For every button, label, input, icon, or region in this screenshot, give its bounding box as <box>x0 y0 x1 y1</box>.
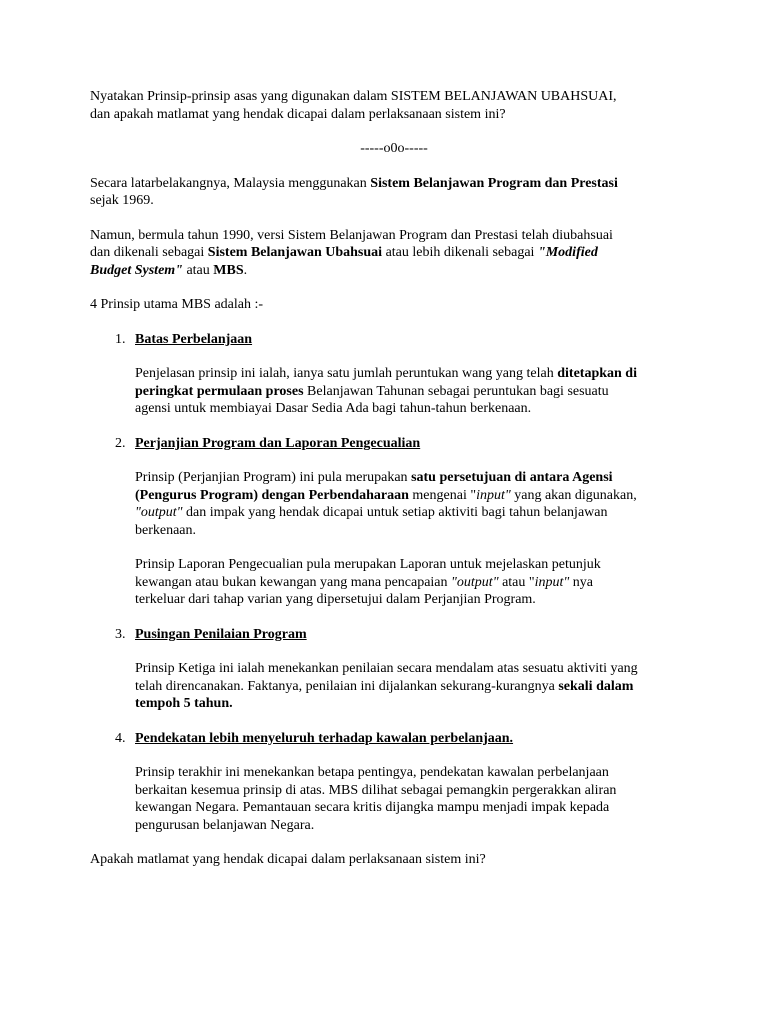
section-number: 1. <box>115 331 126 347</box>
text-span: kewangan Negara. Pemantauan secara kritis dijangka mampu menjadi impak kepada <box>135 800 610 815</box>
section-1-heading <box>115 331 698 349</box>
separator: -----o0o----- <box>360 141 428 156</box>
italic-text: "output" <box>451 574 499 590</box>
text-span: dan dikenali sebagai <box>90 245 208 260</box>
section-2-body-1 <box>135 469 698 539</box>
section-number: 3. <box>115 626 126 642</box>
text-span: nya <box>569 574 594 590</box>
section-3-body <box>135 660 698 713</box>
text-span: sejak 1969. <box>90 193 154 208</box>
bold-text: peringkat permulaan proses <box>135 383 304 399</box>
text-span: Secara latarbelakangnya, Malaysia menggunakan <box>90 175 371 191</box>
bold-text: Sistem Belanjawan Program dan Prestasi <box>370 175 618 191</box>
text-span: atau <box>182 262 214 278</box>
section-number: 2. <box>115 435 126 451</box>
bold-text: satu persetujuan di antara Agensi <box>411 470 613 485</box>
section-3-heading <box>115 626 698 644</box>
section-title: Pendekatan lebih menyeluruh terhadap kawalan perbelanjaan. <box>135 730 514 746</box>
closing-question: Apakah matlamat yang hendak dicapai dalam perlaksanaan sistem ini? <box>90 852 486 867</box>
background-paragraph-2 <box>90 227 698 280</box>
text-span: dan impak yang hendak dicapai untuk setiap aktiviti bagi tahun belanjawan <box>182 505 608 520</box>
text-span: pengurusan belanjawan Negara. <box>135 817 315 833</box>
text-span: Prinsip Laporan Pengecualian pula merupakan Laporan untuk mejelaskan petunjuk <box>135 557 601 572</box>
bold-text: tempoh 5 tahun. <box>135 696 233 711</box>
text-span: mengenai " <box>408 487 477 503</box>
text-span: Penjelasan prinsip ini ialah, ianya satu jumlah peruntukan wang yang telah <box>135 366 558 381</box>
text-span: telah direncanakan. Faktanya, penilaian ini dijalankan sekurang-kurangnya <box>135 678 559 694</box>
bold-text: Sistem Belanjawan Ubahsuai <box>207 245 383 260</box>
bold-italic-text: Budget System" <box>90 262 183 278</box>
text-span: Prinsip Ketiga ini ialah menekankan penilaian secara mendalam atas sesuatu aktiviti yang <box>135 661 638 676</box>
bold-italic-text: "Modified <box>537 245 598 260</box>
text-span: Namun, bermula tahun 1990, versi Sistem Belanjawan Program dan Prestasi telah diubahsuai <box>90 227 613 243</box>
text-span: agensi untuk membiayai Dasar Sedia Ada bagi tahun-tahun berkenaan. <box>135 401 532 416</box>
background-paragraph-1 <box>90 175 698 210</box>
intro-question-line-1: Nyatakan Prinsip-prinsip asas yang digunakan dalam SISTEM BELANJAWAN UBAHSUAI, <box>90 89 617 104</box>
intro-question-line-2: dan apakah matlamat yang hendak dicapai dalam perlaksanaan sistem ini? <box>90 106 506 122</box>
intro-question <box>90 88 698 123</box>
principles-intro: 4 Prinsip utama MBS adalah :- <box>90 297 264 312</box>
text-span: berkenaan. <box>135 522 197 538</box>
text-span: atau lebih dikenali sebagai <box>382 245 538 260</box>
section-2-body-2 <box>135 556 698 609</box>
text-span: Prinsip (Perjanjian Program) ini pula merupakan <box>135 470 412 485</box>
text-span: Prinsip terakhir ini menekankan betapa pentingya, pendekatan kawalan perbelanjaan <box>135 765 609 780</box>
section-1-body <box>135 365 698 418</box>
text-span: kewangan atau bukan kewangan yang mana pencapaian <box>135 574 452 590</box>
text-span: terkeluar dari tahap varian yang dipersetujui dalam Perjanjian Program. <box>135 592 536 607</box>
bold-text: MBS <box>213 262 244 278</box>
section-4-body <box>135 764 698 834</box>
section-title: Batas Perbelanjaan <box>135 331 253 347</box>
italic-text: input" <box>476 487 511 503</box>
section-title: Perjanjian Program dan Laporan Pengecualian <box>135 435 421 451</box>
text-span: berkaitan kesemua prinsip di atas. MBS dilihat sebagai pemangkin pergerakkan aliran <box>135 782 617 798</box>
italic-text: input" <box>534 574 570 590</box>
bold-text: ditetapkan di <box>557 366 637 381</box>
text-span: yang akan digunakan, <box>510 487 637 503</box>
text-span: Belanjawan Tahunan sebagai peruntukan bagi sesuatu <box>303 383 609 399</box>
section-4-heading <box>115 730 698 748</box>
text-span: . <box>243 262 248 278</box>
bold-text: sekali dalam <box>558 678 634 694</box>
section-title: Pusingan Penilaian Program <box>135 626 307 642</box>
italic-text: "output" <box>135 505 183 520</box>
bold-text: (Pengurus Program) dengan Perbendaharaan <box>135 487 409 503</box>
text-span: atau " <box>498 574 535 590</box>
section-2-heading <box>115 435 698 453</box>
section-number: 4. <box>115 730 126 746</box>
